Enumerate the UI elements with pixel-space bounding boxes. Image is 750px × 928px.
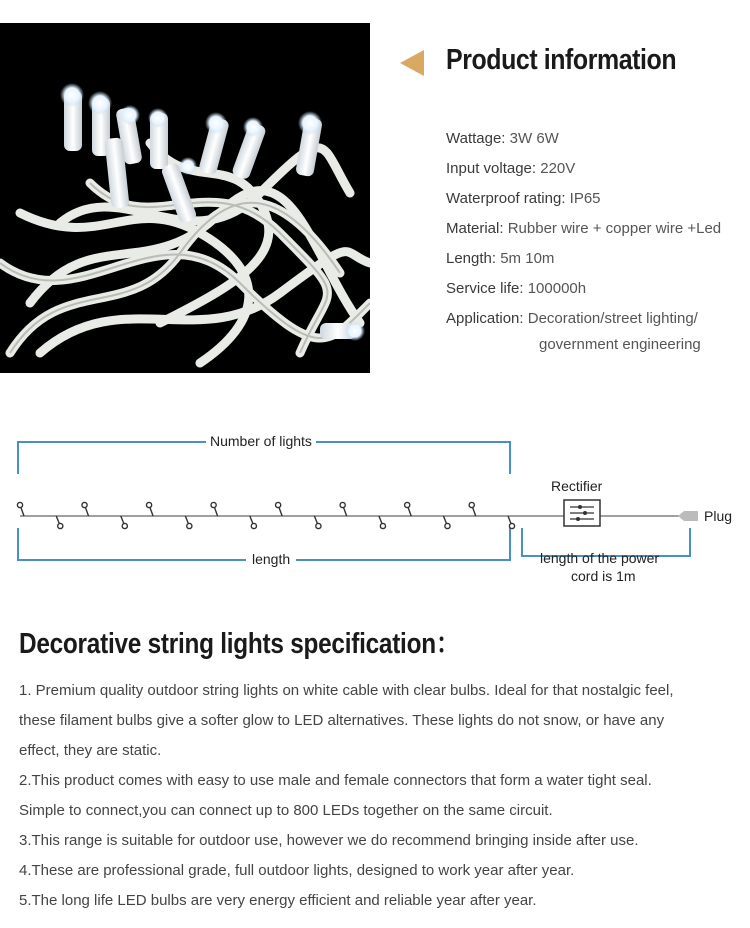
bulb (211, 502, 216, 507)
product-info-title: Product information (446, 44, 677, 76)
number-of-lights-label: Number of lights (206, 433, 316, 449)
spec-length: Length: 5m 10m (446, 250, 555, 267)
bulb (187, 523, 192, 528)
bulb (445, 523, 450, 528)
rectifier-label: Rectifier (551, 478, 603, 494)
spec-line-2: these filament bulbs give a softer glow to LED alternatives. These lights do not snow, or have any (19, 712, 665, 729)
power-cord-label-2: cord is 1m (571, 568, 636, 584)
diagram-graphic (0, 420, 750, 600)
spec-input-voltage: Input voltage: 220V (446, 160, 576, 177)
plug-icon (684, 511, 698, 521)
specification-title: Decorative string lights specification： (19, 628, 460, 660)
bulb (405, 502, 410, 507)
bulb (316, 523, 321, 528)
spec-wattage: Wattage: 3W 6W (446, 130, 559, 147)
spec-line-6: 3.This range is suitable for outdoor use, however we do recommend bringing inside after use. (19, 832, 639, 849)
bulb (340, 502, 345, 507)
bulb (251, 523, 256, 528)
spec-material: Material: Rubber wire + copper wire +Led (446, 220, 722, 237)
spec-line-4: 2.This product comes with easy to use male and female connectors that form a water tight seal. (19, 772, 652, 789)
bulb (17, 502, 22, 507)
product-photo (0, 23, 370, 373)
bulb (469, 502, 474, 507)
spec-line-8: 5.The long life LED bulbs are very energy efficient and reliable year after year. (19, 892, 537, 909)
bulb (122, 523, 127, 528)
bulb (276, 502, 281, 507)
plug-label: Plug (704, 508, 733, 524)
spec-service-life: Service life: 100000h (446, 280, 587, 297)
string-light-diagram (0, 420, 750, 600)
spec-waterproof-rating: Waterproof rating: IP65 (446, 190, 601, 207)
bulb (82, 502, 87, 507)
spec-line-5: Simple to connect,you can connect up to 800 LEDs together on the same circuit. (19, 802, 553, 819)
spec-application: Application: Decoration/street lighting/ (446, 310, 698, 327)
spec-line-1: 1. Premium quality outdoor string lights on white cable with clear bulbs. Ideal for that nostalgic feel, (19, 682, 674, 699)
power-cord-label-1: length of the power (540, 550, 660, 566)
length-label: length (246, 551, 296, 567)
spec-line-3: effect, they are static. (19, 742, 162, 759)
bulb (146, 502, 151, 507)
triangle-arrow-icon (400, 50, 424, 76)
bulb (380, 523, 385, 528)
bulb (509, 523, 514, 528)
spec-line-7: 4.These are professional grade, full outdoor lights, designed to work year after year. (19, 862, 575, 879)
bulb (58, 523, 63, 528)
spec-application-continued: government engineering (539, 336, 701, 353)
